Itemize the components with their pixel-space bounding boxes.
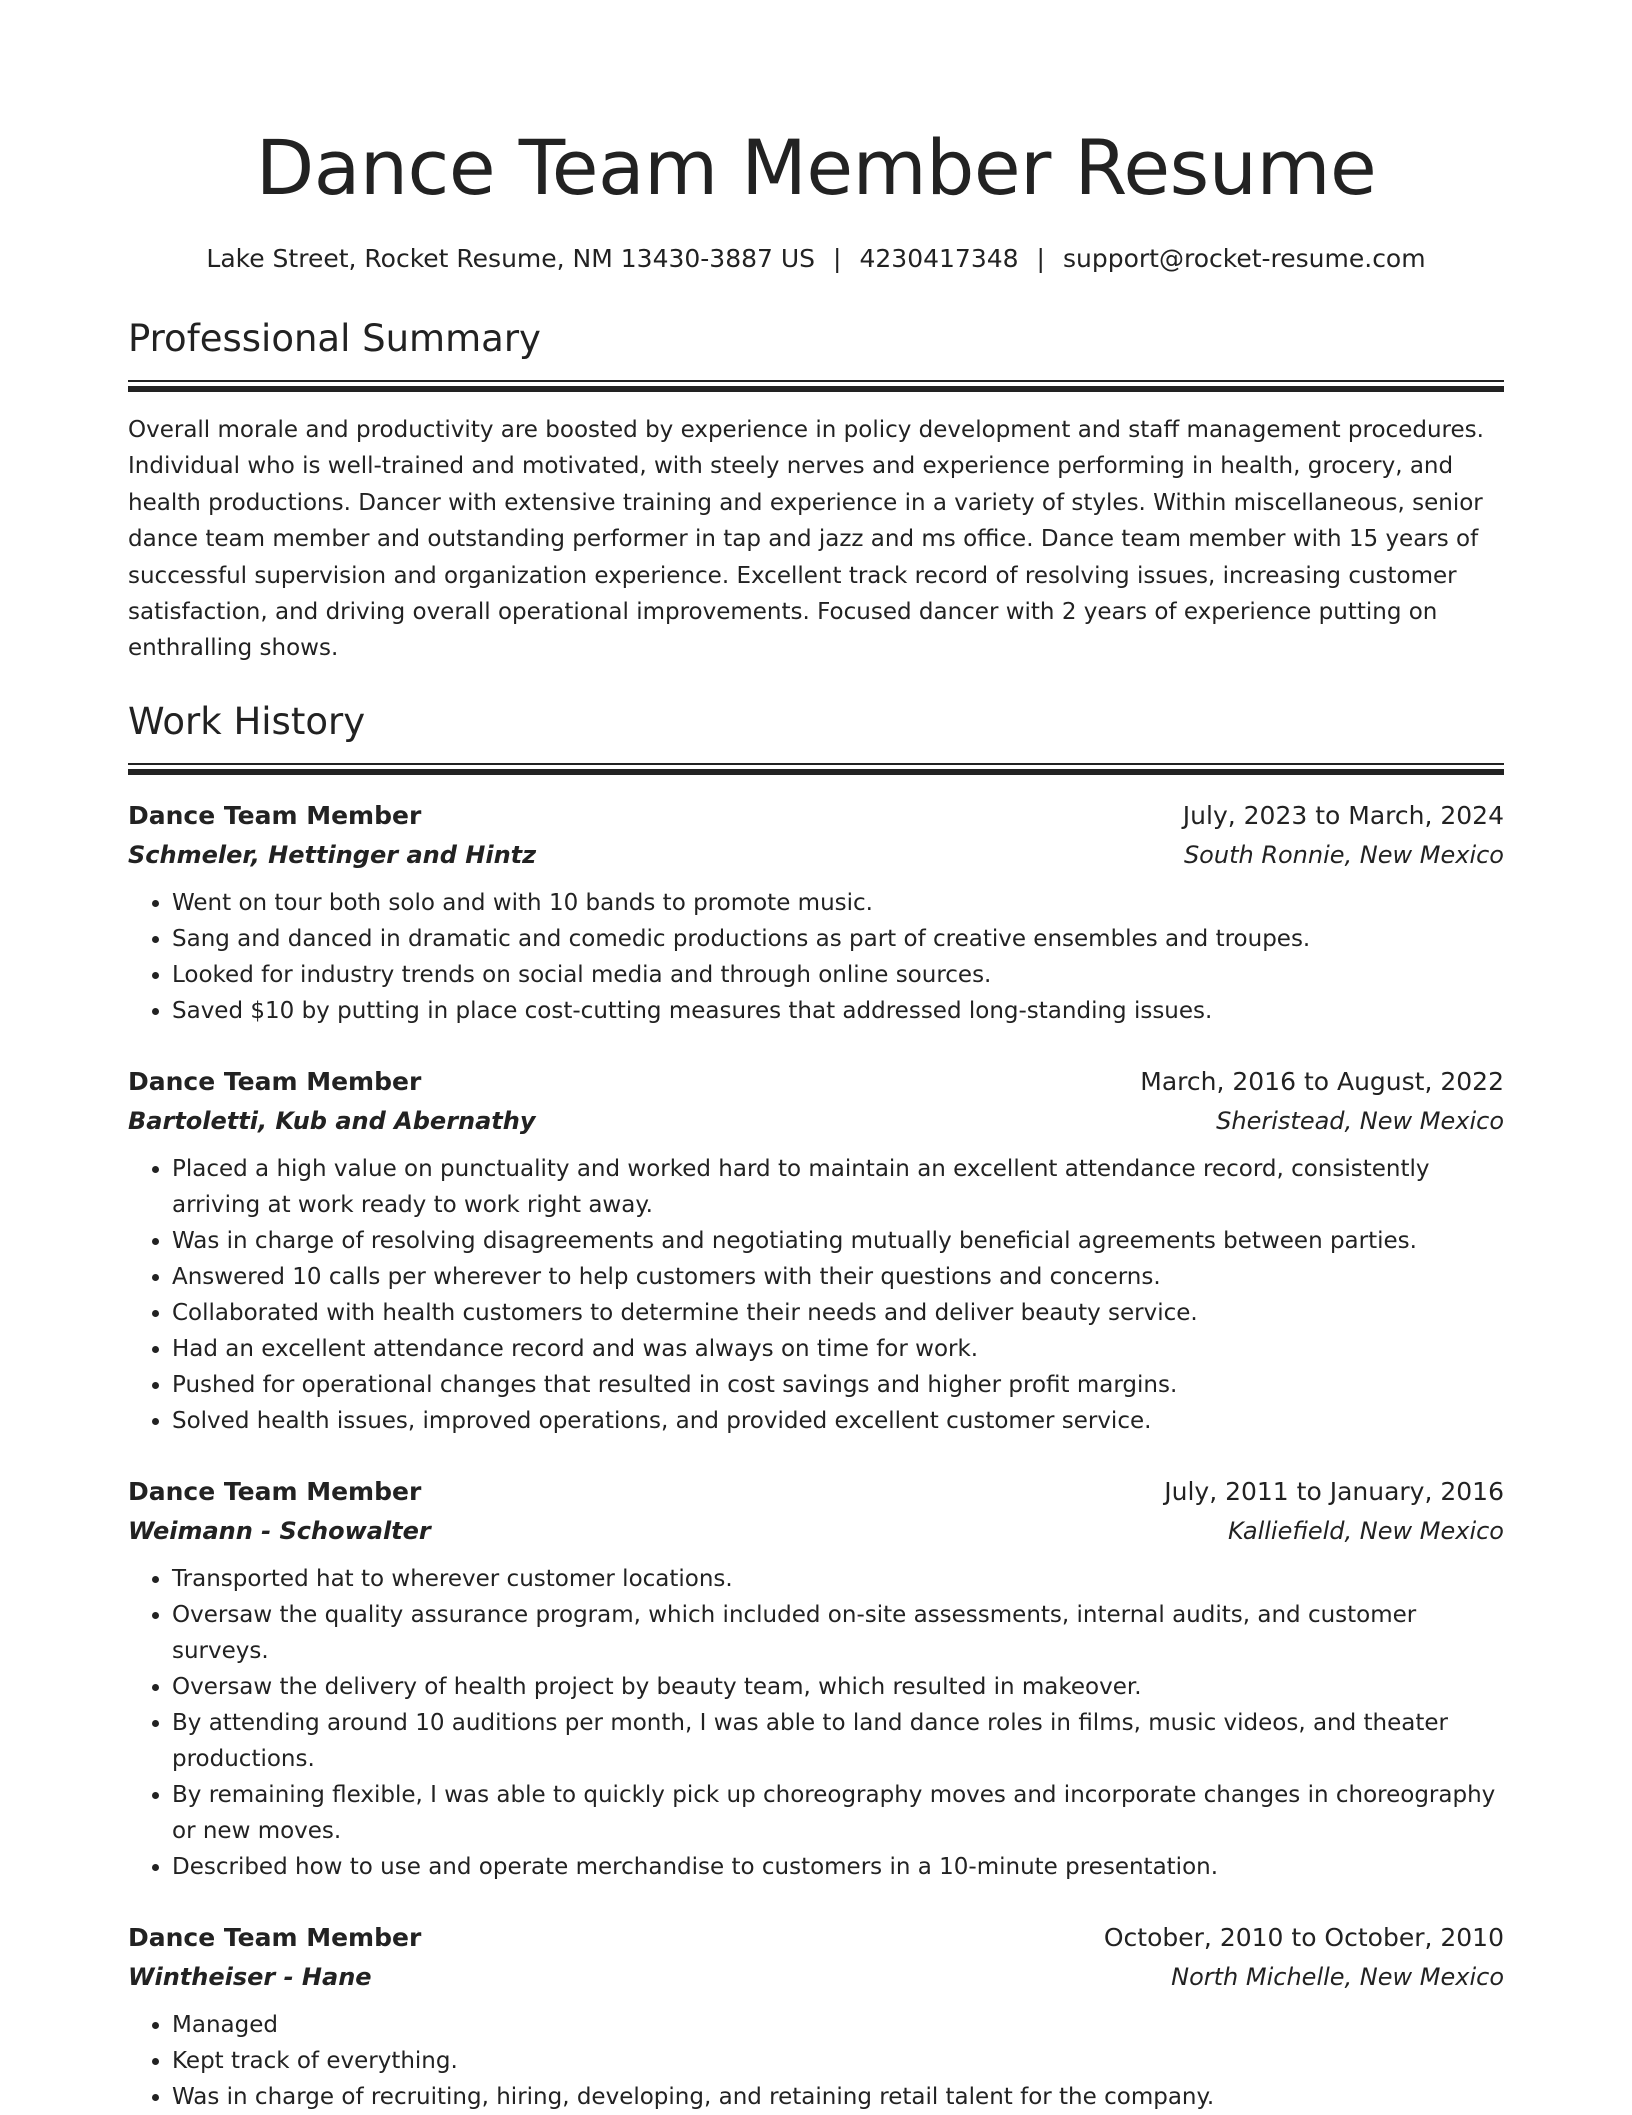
contact-address: Lake Street, Rocket Resume, NM 13430-3887 US	[206, 244, 816, 273]
contact-separator: |	[833, 244, 842, 273]
summary-text: Overall morale and productivity are boosted by experience in policy development and staff management procedures. Individual who is well-trained and motivated, with steely nerves and experience performing in health, grocery, and health productions. Dancer with extensive training and experience in a variety of styles. Within miscellaneous, senior dance team member and outstanding performer in tap and jazz and ms office. Dance team member with 15 years of successful supervision and organization experience. Excellent track record of resolving issues, increasing customer satisfaction, and driving overall operational improvements. Focused dancer with 2 years of experience putting on enthralling shows.	[128, 417, 1484, 662]
job-bullets	[128, 1151, 1504, 1439]
job-bullets	[128, 1561, 1504, 1885]
list-item: • Managed	[172, 2007, 1504, 2043]
job-company: Schmeler, Hettinger and Hintz	[128, 840, 537, 869]
job-dates: October, 2010 to October, 2010	[1103, 1922, 1504, 1952]
contact-separator: |	[1036, 244, 1045, 273]
list-item: • Saved $10 by putting in place cost-cutting measures that addressed long-standing issues.	[172, 993, 1504, 1029]
job-entry	[128, 1919, 1504, 2115]
contact-line	[128, 242, 1504, 276]
job-title: Dance Team Member	[128, 1066, 422, 1096]
job-location: Sheristead, New Mexico	[1216, 1106, 1504, 1135]
list-item: • Went on tour both solo and with 10 bands to promote music.	[172, 885, 1504, 921]
section-divider	[128, 763, 1504, 775]
job-list	[128, 797, 1504, 2115]
contact-email: support@rocket-resume.com	[1062, 244, 1426, 273]
job-dates: July, 2011 to January, 2016	[1164, 1476, 1504, 1506]
job-entry	[128, 1473, 1504, 1885]
job-bullets	[128, 885, 1504, 1029]
job-entry	[128, 1063, 1504, 1439]
list-item: • Oversaw the quality assurance program, which included on-site assessments, internal audits, and customer surveys.	[172, 1597, 1504, 1669]
job-company: Weimann - Schowalter	[128, 1516, 431, 1545]
list-item: • Was in charge of resolving disagreements and negotiating mutually beneficial agreements between parties.	[172, 1223, 1504, 1259]
contact-phone: 4230417348	[859, 244, 1019, 273]
job-title: Dance Team Member	[128, 800, 422, 830]
list-item: • Pushed for operational changes that resulted in cost savings and higher profit margins.	[172, 1367, 1504, 1403]
list-item: • Solved health issues, improved operations, and provided excellent customer service.	[172, 1403, 1504, 1439]
list-item: • Oversaw the delivery of health project by beauty team, which resulted in makeover.	[172, 1669, 1504, 1705]
job-dates: March, 2016 to August, 2022	[1140, 1066, 1504, 1096]
section-divider	[128, 380, 1504, 392]
job-location: South Ronnie, New Mexico	[1183, 840, 1504, 869]
job-dates: July, 2023 to March, 2024	[1182, 800, 1504, 830]
list-item: • Answered 10 calls per wherever to help customers with their questions and concerns.	[172, 1259, 1504, 1295]
list-item: • Sang and danced in dramatic and comedic productions as part of creative ensembles and troupes.	[172, 921, 1504, 957]
professional-summary-section	[128, 316, 1504, 667]
work-history-section	[128, 699, 1504, 2115]
job-company: Wintheiser - Hane	[128, 1962, 372, 1991]
resume-page	[128, 0, 1504, 2115]
job-location: North Michelle, New Mexico	[1171, 1962, 1504, 1991]
job-location: Kalliefield, New Mexico	[1228, 1516, 1504, 1545]
job-title: Dance Team Member	[128, 1922, 422, 1952]
section-heading: Work History	[128, 699, 366, 743]
job-title: Dance Team Member	[128, 1476, 422, 1506]
job-bullets	[128, 2007, 1504, 2115]
list-item: • Was in charge of recruiting, hiring, developing, and retaining retail talent for the company.	[172, 2079, 1504, 2115]
list-item: • Described how to use and operate merchandise to customers in a 10-minute presentation.	[172, 1849, 1504, 1885]
list-item: • Transported hat to wherever customer locations.	[172, 1561, 1504, 1597]
list-item: • Placed a high value on punctuality and worked hard to maintain an excellent attendance record, consistently arriving at work ready to work right away.	[172, 1151, 1504, 1223]
list-item: • Had an excellent attendance record and was always on time for work.	[172, 1331, 1504, 1367]
job-entry	[128, 797, 1504, 1029]
job-company: Bartoletti, Kub and Abernathy	[128, 1106, 536, 1135]
list-item: • By remaining flexible, I was able to quickly pick up choreography moves and incorporate changes in choreography or new moves.	[172, 1777, 1504, 1849]
resume-title: Dance Team Member Resume	[255, 123, 1377, 212]
section-heading: Professional Summary	[128, 317, 541, 360]
list-item: • Looked for industry trends on social media and through online sources.	[172, 957, 1504, 993]
list-item: • Kept track of everything.	[172, 2043, 1504, 2079]
list-item: • By attending around 10 auditions per month, I was able to land dance roles in films, music videos, and theater productions.	[172, 1705, 1504, 1777]
list-item: • Collaborated with health customers to determine their needs and deliver beauty service.	[172, 1295, 1504, 1331]
